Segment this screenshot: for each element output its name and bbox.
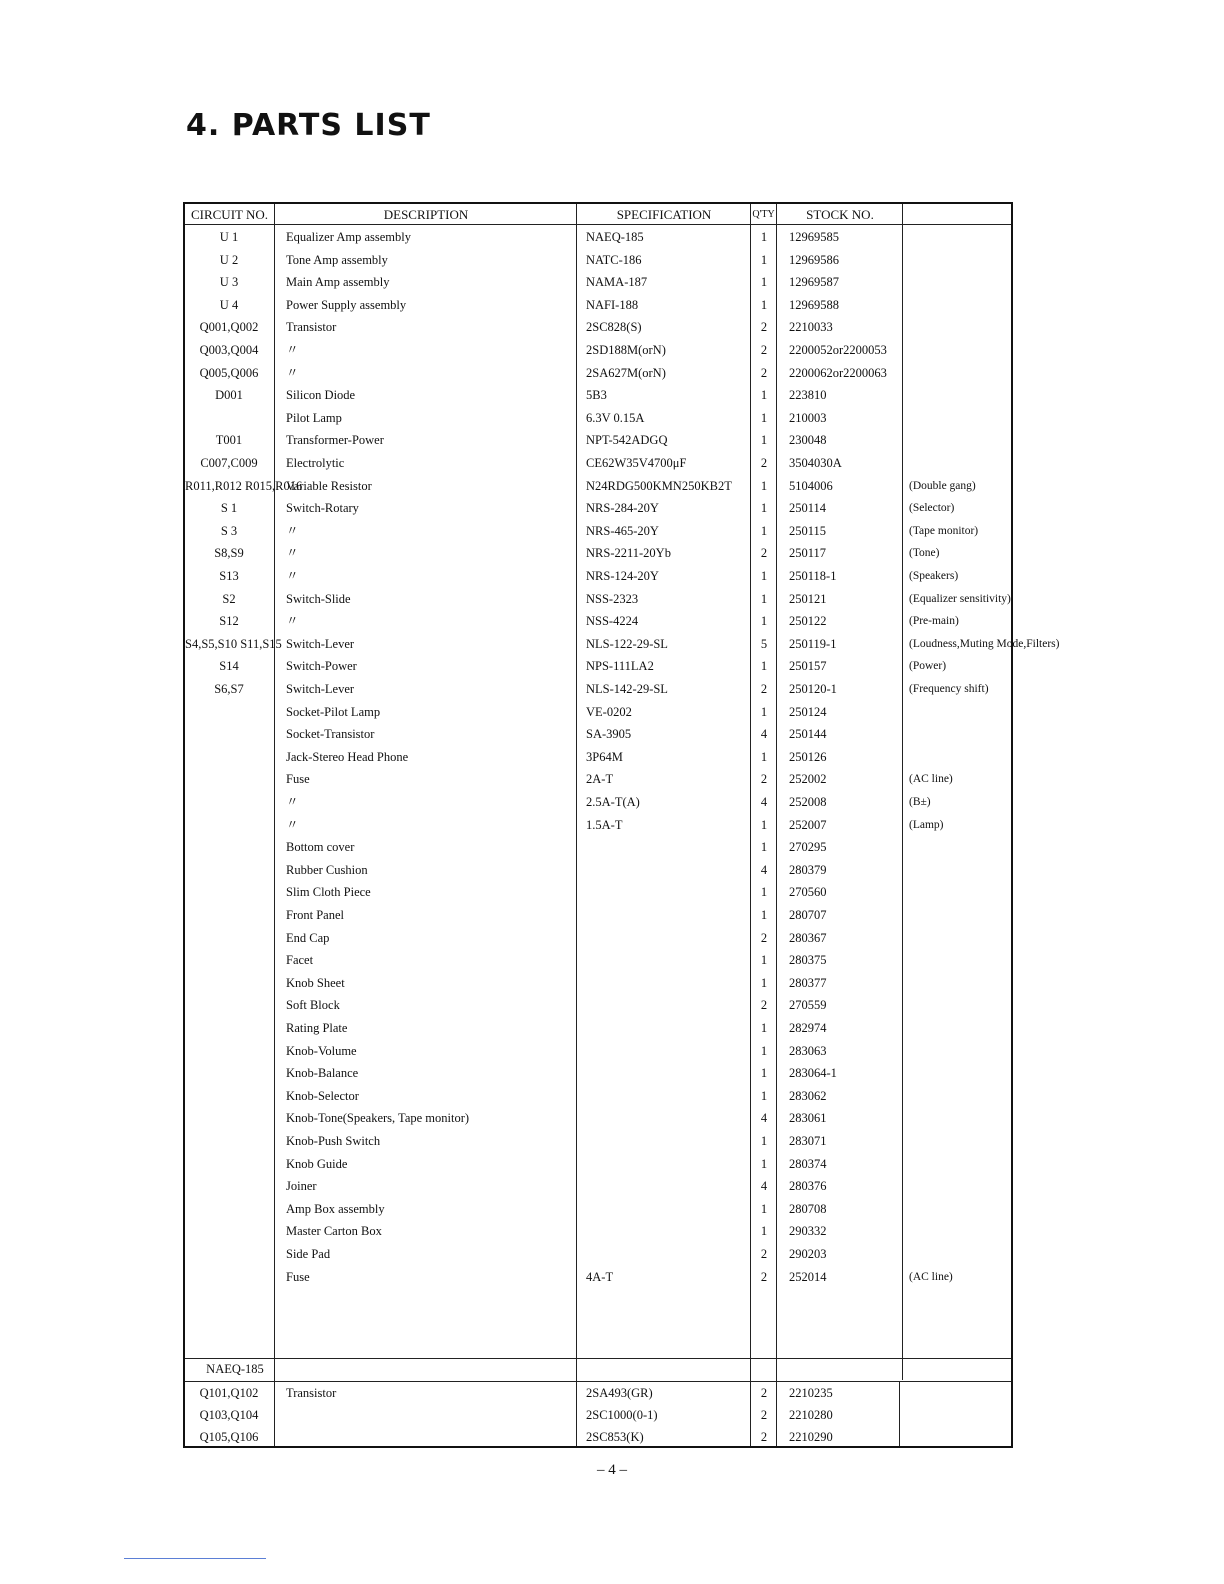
stock-no-cell: 280374 [789,1156,827,1171]
specification-cell: NRS-465-20Y [586,523,659,538]
stock-no-cell: 280708 [789,1201,827,1216]
specification-cell: 2.5A-T(A) [586,795,640,809]
stock-no-cell: 280377 [789,975,827,990]
specification-cell: 2A-T [586,772,614,787]
qty-cell: 1 [760,1043,768,1058]
note-cell: (AC line) [909,1270,953,1283]
specification-cell: NRS-284-20Y [586,501,659,516]
header-stock-no: STOCK NO. [806,207,874,222]
description-cell: Equalizer Amp assembly [286,230,411,244]
stock-no-cell: 250121 [789,591,827,606]
specification-cell: 2SD188M(orN) [586,343,666,357]
description-cell: 〃 [286,343,299,357]
qty-cell: 2 [760,343,768,357]
qty-cell: 4 [760,795,768,809]
qty-cell: 1 [760,433,768,448]
description-cell: Switch-Power [286,659,357,674]
qty-cell: 2 [760,772,768,787]
table-row [185,723,1011,745]
table-row [185,1175,1011,1197]
table-row [185,1243,1011,1265]
description-cell: Pilot Lamp [286,410,342,425]
stock-no-cell: 270559 [789,998,827,1013]
description-cell: Power Supply assembly [286,297,407,312]
specification-cell: NRS-124-20Y [586,569,659,583]
table-row [185,994,1011,1016]
description-cell: Transformer-Power [286,433,384,448]
stock-no-cell: 3504030A [789,456,842,470]
circuit-no-cell: Q101,Q102 [199,1386,259,1400]
table-row [185,836,1011,858]
table-row [185,1130,1011,1152]
section-rule [185,1358,1011,1359]
qty-cell: 1 [760,908,768,922]
circuit-no-cell: Q001,Q002 [199,320,259,335]
specification-cell: 2SC828(S) [586,320,642,335]
table-row [185,452,1011,474]
table-row [185,610,1011,632]
stock-no-cell: 250126 [789,749,827,764]
note-cell: (Frequency shift) [909,683,989,695]
qty-cell: 1 [760,297,768,312]
circuit-no-cell: S 1 [220,501,238,516]
description-cell: Knob-Selector [286,1088,359,1103]
table-row [185,475,1011,497]
stock-no-cell: 250122 [789,614,827,629]
qty-cell: 2 [760,1386,768,1400]
circuit-no-cell: R011,R012 R015,R016 [185,478,303,493]
qty-cell: 4 [760,1179,768,1194]
note-cell: (Lamp) [909,818,944,831]
note-cell: (AC line) [909,773,953,786]
stock-no-cell: 252007 [789,817,827,832]
table-row [185,655,1011,677]
page-title: 4. PARTS LIST [186,108,431,143]
table-row [185,1220,1011,1242]
stock-no-cell: 250157 [789,659,827,674]
stock-no-cell: 2210280 [789,1408,833,1422]
qty-cell: 4 [760,727,768,742]
stock-no-cell: 280379 [789,862,827,877]
specification-cell: 1.5A-T [586,817,623,832]
qty-cell: 2 [760,998,768,1013]
stock-no-cell: 250120-1 [789,682,837,696]
parts-table [183,202,1060,1448]
table-row [185,1153,1011,1175]
table-row [185,633,1060,655]
description-cell: Facet [286,953,314,968]
table-row [185,226,1011,248]
specification-cell: 2SA493(GR) [586,1386,653,1400]
qty-cell: 1 [760,953,768,968]
stock-no-cell: 230048 [789,433,827,448]
stock-no-cell: 210003 [789,410,827,425]
description-cell: Slim Cloth Piece [286,885,371,900]
specification-cell: VE-0202 [586,704,632,719]
description-cell: Amp Box assembly [286,1201,385,1216]
specification-cell: 2SA627M(orN) [586,365,666,380]
stock-no-cell: 270295 [789,840,827,855]
qty-cell: 4 [760,862,768,877]
description-cell: Variable Resistor [286,478,372,493]
table-row [185,1085,1011,1107]
description-cell: Soft Block [286,998,340,1013]
qty-cell: 1 [760,501,768,516]
circuit-no-cell: S14 [219,659,239,674]
qty-cell: 1 [760,230,768,244]
table-row [185,859,1011,881]
table-row [185,407,1011,429]
stock-no-cell: 12969588 [789,297,839,312]
specification-cell: NLS-122-29-SL [586,636,668,651]
stock-no-cell: 250144 [789,727,827,742]
stock-no-cell: 283063 [789,1043,827,1058]
qty-cell: 1 [760,1224,768,1239]
description-cell: Side Pad [286,1247,331,1261]
table-row [185,1198,1011,1220]
circuit-no-cell: D001 [215,388,243,403]
circuit-no-cell: S13 [219,569,239,583]
stock-no-cell: 283062 [789,1088,827,1103]
qty-cell: 1 [760,817,768,832]
page-number: – 4 – [597,1462,627,1478]
note-cell: (Double gang) [909,479,976,492]
table-row [185,746,1011,768]
stock-no-cell: 252014 [789,1269,827,1284]
description-cell: Knob Guide [286,1156,348,1171]
table-row [185,316,1011,338]
note-cell: (B±) [909,796,931,808]
stock-no-cell: 12969587 [789,275,839,290]
qty-cell: 1 [760,410,768,425]
table-row [185,814,1011,836]
description-cell: Fuse [286,772,310,787]
circuit-no-cell: S12 [219,614,239,629]
qty-cell: 2 [760,456,768,470]
table-row [185,1266,1011,1288]
qty-cell: 2 [760,930,768,945]
stock-no-cell: 282974 [789,1021,827,1035]
stock-no-cell: 2200052or2200053 [789,343,887,357]
description-cell: Front Panel [286,908,344,922]
specification-cell: 3P64M [586,749,623,764]
circuit-no-cell: Q103,Q104 [199,1408,259,1422]
stock-no-cell: 250119-1 [789,636,837,651]
stock-no-cell: 283061 [789,1111,827,1126]
note-cell: (Tape monitor) [909,524,979,537]
stock-no-cell: 2210033 [789,320,833,335]
qty-cell: 2 [760,1269,768,1284]
stock-no-cell: 223810 [789,388,827,403]
specification-cell: CE62W35V4700μF [586,456,687,470]
description-cell: Socket-Pilot Lamp [286,704,381,719]
specification-cell: NSS-4224 [586,614,639,629]
stock-no-cell: 250115 [789,523,827,538]
note-cell: (Loudness,Muting Mode,Filters) [909,637,1060,650]
circuit-no-cell: U 2 [219,252,239,267]
qty-cell: 1 [760,704,768,719]
stock-no-cell: 2200062or2200063 [789,365,887,380]
specification-cell: 4A-T [586,1269,614,1284]
specification-cell: 2SC853(K) [586,1430,644,1444]
table-row [185,904,1011,926]
description-cell: Switch-Lever [286,636,355,651]
description-cell: Master Carton Box [286,1224,382,1239]
description-cell: Switch-Rotary [286,501,359,516]
description-cell: Bottom cover [286,840,355,855]
specification-cell: NRS-2211-20Yb [586,546,671,561]
circuit-no-cell: S4,S5,S10 S11,S15 [185,636,282,651]
table-row [185,927,1011,949]
footer-rule [124,1558,266,1559]
circuit-no-cell: U 3 [219,275,239,290]
table-row [185,1426,1011,1448]
table-row [185,384,1011,406]
qty-cell: 2 [760,682,768,696]
description-cell: Knob-Volume [286,1043,357,1058]
circuit-no-cell: U 1 [219,230,239,244]
qty-cell: 1 [760,1201,768,1216]
description-cell: Rubber Cushion [286,862,368,877]
stock-no-cell: 280367 [789,930,827,945]
table-row [185,1017,1011,1039]
specification-cell: N24RDG500KMN250KB2T [586,478,732,493]
description-cell: 〃 [286,523,299,538]
qty-cell: 1 [760,840,768,855]
stock-no-cell: 283071 [789,1134,827,1148]
table-row [185,565,1011,587]
description-cell: Knob Sheet [286,975,345,990]
table-row [185,881,1011,903]
table-row [185,542,1011,564]
table-row [185,1382,1011,1404]
qty-cell: 2 [760,365,768,380]
header-qty: Q'TY [752,209,775,220]
table-row [185,339,1011,361]
specification-cell: NATC-186 [586,252,642,267]
header-specification: SPECIFICATION [616,207,712,222]
qty-cell: 1 [760,275,768,290]
stock-no-cell: 252002 [789,772,827,787]
table-row [185,362,1011,384]
specification-cell: NPS-111LA2 [586,659,654,674]
description-cell: Joiner [286,1179,317,1194]
table-row [185,972,1011,994]
specification-cell: NSS-2323 [586,591,639,606]
description-cell: Knob-Balance [286,1066,359,1081]
stock-no-cell: 2210235 [789,1386,833,1400]
note-cell: (Tone) [909,547,940,560]
qty-cell: 1 [760,591,768,606]
stock-no-cell: 12969585 [789,230,839,244]
description-cell: 〃 [286,569,299,583]
specification-cell: 2SC1000(0-1) [586,1408,658,1422]
table-row [185,520,1011,542]
qty-cell: 1 [760,1088,768,1103]
qty-cell: 2 [760,1430,768,1444]
circuit-no-cell: S6,S7 [214,682,244,696]
qty-cell: 1 [760,749,768,764]
description-cell: Knob-Tone(Speakers, Tape monitor) [286,1111,470,1126]
qty-cell: 1 [760,1021,768,1035]
stock-no-cell: 250117 [789,546,827,561]
section-title: NAEQ-185 [206,1362,264,1376]
description-cell: Knob-Push Switch [286,1134,381,1148]
stock-no-cell: 280375 [789,953,827,968]
description-cell: Silicon Diode [286,388,356,403]
stock-no-cell: 250114 [789,501,827,516]
table-row [185,1062,1011,1084]
stock-no-cell: 252008 [789,795,827,809]
stock-no-cell: 5104006 [789,478,833,493]
description-cell: Jack-Stereo Head Phone [286,749,409,764]
stock-no-cell: 283064-1 [789,1066,837,1081]
qty-cell: 1 [760,614,768,629]
table-row [185,588,1011,610]
specification-cell: 5B3 [586,388,607,403]
qty-cell: 4 [760,1111,768,1126]
description-cell: End Cap [286,930,330,945]
qty-cell: 1 [760,1156,768,1171]
stock-no-cell: 12969586 [789,252,839,267]
specification-cell: NAEQ-185 [586,230,644,244]
qty-cell: 1 [760,388,768,403]
qty-cell: 2 [760,546,768,561]
table-row [185,429,1011,451]
qty-cell: 1 [760,885,768,900]
table-row [185,249,1011,271]
stock-no-cell: 250124 [789,704,827,719]
stock-no-cell: 290332 [789,1224,827,1239]
qty-cell: 1 [760,523,768,538]
circuit-no-cell: S8,S9 [214,546,244,561]
table-row [185,1404,1011,1426]
circuit-no-cell: S 3 [220,523,238,538]
table-row [185,497,1011,519]
stock-no-cell: 290203 [789,1247,827,1261]
qty-cell: 1 [760,1134,768,1148]
description-cell: Transistor [286,1386,337,1400]
description-cell: 〃 [286,795,299,809]
circuit-no-cell: T001 [215,433,243,448]
table-row [185,1040,1011,1062]
qty-cell: 1 [760,478,768,493]
specification-cell: NAFI-188 [586,297,639,312]
stock-no-cell: 280376 [789,1179,827,1194]
specification-cell: SA-3905 [586,727,632,742]
header-description: DESCRIPTION [383,207,469,222]
note-cell: (Selector) [909,502,955,515]
table-row [185,294,1011,316]
qty-cell: 1 [760,975,768,990]
specification-cell: 6.3V 0.15A [586,410,645,425]
header-circuit-no: CIRCUIT NO. [190,207,269,222]
stock-no-cell: 270560 [789,885,827,900]
specification-cell: NPT-542ADGQ [586,433,668,448]
description-cell: Electrolytic [286,456,345,470]
description-cell: 〃 [286,817,299,832]
specification-cell: NLS-142-29-SL [586,682,668,696]
description-cell: Switch-Slide [286,591,351,606]
table-row [185,1107,1011,1129]
note-cell: (Pre-main) [909,615,959,628]
header-rule [185,224,1011,225]
note-cell: (Equalizer sensitivity) [909,592,1011,605]
table-row [185,949,1011,971]
stock-no-cell: 250118-1 [789,569,837,583]
table-row [185,701,1011,723]
circuit-no-cell: Q105,Q106 [199,1430,259,1444]
note-cell: (Power) [909,660,947,673]
circuit-no-cell: S2 [222,591,236,606]
description-cell: Rating Plate [286,1021,348,1035]
qty-cell: 2 [760,320,768,335]
qty-cell: 2 [760,1247,768,1261]
description-cell: 〃 [286,546,299,561]
circuit-no-cell: Q005,Q006 [199,365,259,380]
qty-cell: 5 [760,636,768,651]
description-cell: Fuse [286,1269,310,1284]
table-row [185,271,1011,293]
table-row [185,768,1011,790]
specification-cell: NAMA-187 [586,275,648,290]
table-row [185,678,1011,700]
stock-no-cell: 2210290 [789,1430,833,1444]
qty-cell: 1 [760,252,768,267]
description-cell: Main Amp assembly [286,275,390,290]
description-cell: Switch-Lever [286,682,355,696]
qty-cell: 2 [760,1408,768,1422]
description-cell: Tone Amp assembly [286,252,388,267]
circuit-no-cell: Q003,Q004 [199,343,259,357]
note-cell: (Speakers) [909,570,959,582]
circuit-no-cell: C007,C009 [200,456,258,470]
stock-no-cell: 280707 [789,908,827,922]
circuit-no-cell: U 4 [219,297,239,312]
qty-cell: 1 [760,1066,768,1081]
table-row [185,791,1011,813]
qty-cell: 1 [760,569,768,583]
description-cell: 〃 [286,365,299,380]
description-cell: 〃 [286,614,299,629]
qty-cell: 1 [760,659,768,674]
description-cell: Socket-Transistor [286,727,375,742]
description-cell: Transistor [286,320,337,335]
